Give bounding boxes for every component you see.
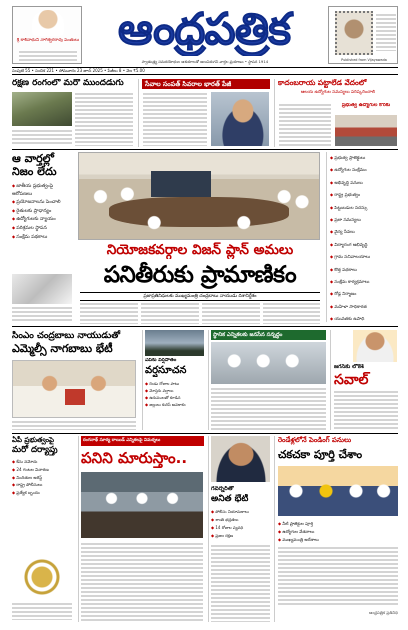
center-lower-title: పనిని మారుస్తాం.. [81, 449, 188, 467]
right-bullet: ◆ ఉద్యోగుల సంక్షేమం [330, 164, 398, 176]
governor-item: ◆ ప్రజల రక్షణ [211, 532, 270, 540]
top-story-3 [274, 79, 398, 147]
weather-item: ◆ జల్లులు కురిసే అవకాశం [145, 401, 204, 408]
projects-story [274, 436, 398, 622]
center-lower-tag: రంగనాథ్ సూర్య రాయిడ్ ఎన్నికలపై విమర్శలు [81, 436, 204, 446]
investigation-item: ◆ ప్రత్యేక బృందం [12, 489, 74, 497]
masthead-tagline: స్వాతంత్ర్య సమరయోధుల ఆశయాలతో అలుపెరుగని వార్తల ప్రయాణం • స్థాపన 1914 [141, 59, 269, 64]
left-bullet: ◆ సంక్షేమ పథకాలు [12, 233, 74, 242]
right-bullet: ◆ ప్రభుత్వ ప్రాజెక్టులు [330, 152, 398, 164]
weather-photo [145, 330, 204, 356]
governor-photo [211, 436, 270, 482]
lokesh-title: సవాల్ [334, 372, 369, 388]
projects-item: ◆ ఉద్యోగుల వేతనాలు [278, 528, 398, 536]
stamp-image [335, 11, 373, 55]
investigation-story [12, 436, 74, 622]
governor-item: ◆ శాంతి భద్రతలు [211, 516, 270, 524]
right-bullet: ◆ అభివృద్ధి పనులు [330, 177, 398, 189]
investigation-item: ◆ 24 గంటల విచారణ [12, 466, 74, 474]
founder-caption-lines [19, 50, 77, 62]
janasena-story [208, 330, 326, 430]
right-bullet: ◆ పెట్టుబడుల సదస్సు [330, 202, 398, 214]
weather-item: ◆ మోస్తరు వర్షాలు [145, 387, 204, 394]
investigation-items [12, 458, 74, 497]
top-story-1-text-b [12, 129, 72, 146]
stamp-box [328, 6, 398, 64]
projects-item: ◆ నీటి ప్రాజెక్టుల పూర్తి [278, 520, 398, 528]
lokesh-text [334, 390, 398, 430]
dateline: సంపుటి 55 • సంచిక 221 • సోమవారం 23 జూన్ 2025 • పేజీలు 8 • వెల ₹5.00 [12, 67, 398, 75]
weather-item: ◆ ఉరుములతో కూడిన [145, 394, 204, 401]
top-story-3-headline: కాదంబరాయ పట్టాలేడ వేదంలో [278, 79, 367, 87]
janasena-text [211, 387, 326, 430]
janasena-photo [211, 342, 326, 384]
stamp-side-text [376, 13, 396, 51]
lead-photo [78, 152, 320, 240]
nagababu-head-2: ఎమ్మెల్సీ నాగబాబు భేటీ [12, 342, 113, 355]
right-bullet: ◆ గ్రామ సచివాలయాలు [330, 251, 398, 263]
lokesh-story [330, 330, 398, 430]
projects-photo [278, 466, 398, 516]
right-bullet: ◆ రాష్ట్ర ప్రభుత్వం [330, 189, 398, 201]
governor-items [211, 508, 270, 540]
projects-head-2: చకచకా పూర్తి చేశాం [278, 448, 363, 461]
left-bullet: ◆ ప్రయోజనాలను పెంచాలి [12, 198, 74, 207]
right-bullet: ◆ సంక్షేమ కార్యక్రమాలు [330, 276, 398, 288]
investigation-item: ◆ నిందితుల అరెస్ట్ [12, 474, 74, 482]
center-lower-story [78, 436, 204, 622]
nagababu-head-1: సింఎం చంద్రబాబు నాయుడుతో [12, 331, 120, 341]
projects-items [278, 520, 398, 544]
weather-item: ◆ రెండు రోజుల పాటు [145, 380, 204, 387]
projects-byline: ఆంధ్రపత్రిక ప్రతినిధి [369, 610, 398, 615]
weather-items [145, 380, 204, 408]
weather-title: వర్షసూచన [145, 365, 187, 376]
left-bullet: ◆ రైతులకు ప్రాధాన్యం [12, 207, 74, 216]
founder-portrait-box [12, 6, 82, 64]
lead-photo-people [87, 181, 311, 233]
top-story-2-headline: సేవాల సంపత్ సివరాల భారత్ పేజీ [142, 79, 270, 89]
lead-headline-2: పనితీరుకు ప్రామాణికం [103, 262, 297, 288]
governor-title: అనిత భేటీ [211, 494, 249, 504]
top-story-2-photo [211, 92, 269, 146]
left-photo [12, 274, 72, 304]
governor-story [208, 436, 270, 622]
left-headline: ఆ వార్తల్లో నిజం లేదు [12, 152, 57, 178]
top-story-1 [12, 79, 134, 147]
right-bullets [330, 152, 398, 322]
left-bullets [12, 182, 74, 241]
masthead [0, 0, 408, 76]
strip-rule [12, 149, 398, 150]
left-text [12, 306, 72, 322]
published-from: Published from Vijayawada [341, 58, 387, 62]
governor-item: ◆ పోలీసు నియామకాలు [211, 508, 270, 516]
center-lower-text [81, 542, 203, 622]
right-bullet: ◆ ప్రజా సమస్యలు [330, 214, 398, 226]
projects-text [278, 546, 398, 606]
top-story-3-subhead: ఆలయ ఉద్యోగుల సమస్యలు పరిష్కరించాలి [300, 90, 376, 96]
nagababu-photo-gift [65, 389, 85, 405]
top-story-3-quote: ప్రభుత్వ ఉద్యోగుల కొరకు [341, 103, 391, 108]
nagababu-caption [12, 420, 136, 430]
investigation-item: ◆ రాష్ట్ర పోలీసులు [12, 481, 74, 489]
left-bullet: ◆ పరిశ్రమల స్థాపన [12, 224, 74, 233]
top-story-1-text [75, 92, 133, 146]
state-emblem [16, 556, 68, 598]
projects-item: ◆ ముఖ్యమంత్రి ఆదేశాలు [278, 536, 398, 544]
masthead-title: ఆంధ్రపత్రిక [117, 4, 291, 55]
governor-text [211, 544, 270, 622]
top-story-1-photo [12, 92, 72, 126]
top-story-2-text [143, 92, 207, 146]
founder-caption: శ్రీ కాశీనాథుని నాగేశ్వరరావు పంతులు [16, 38, 80, 43]
lokesh-photo [353, 330, 397, 362]
left-bullet: ◆ ఉద్యోగులకు న్యాయం [12, 215, 74, 224]
weather-head: ఏపీకు వర్షపాతం [145, 358, 177, 363]
top-story-3-photo [335, 115, 397, 146]
right-bullet: ◆ విద్యారంగ అభివృద్ధి [330, 239, 398, 251]
right-bullet: ◆ వైద్య సేవలు [330, 226, 398, 238]
mid-rule [12, 326, 398, 327]
right-bullet: ◆ రోడ్ల నిర్మాణం [330, 288, 398, 300]
right-bullet: ◆ కొత్త పథకాలు [330, 264, 398, 276]
governor-item: ◆ 14 రోజుల వ్యవధి [211, 524, 270, 532]
investigation-head-2: మరో దర్యాప్తు [12, 445, 58, 455]
janasena-head: స్థానిక ఎన్నికలకు జనసేన సన్నద్ధం [211, 330, 326, 340]
right-bullet: ◆ యువతకు ఉపాధి [330, 313, 398, 322]
top-story-1-headline: రక్షణ రంగంలో మరో ముందడుగు [12, 79, 124, 88]
nagababu-photo [12, 360, 136, 418]
nagababu-story [12, 330, 138, 430]
right-bullet: ◆ మహిళా సాధికారత [330, 301, 398, 313]
projects-head-1: రెండేళ్లలోనే పెండింగ్ పనులు [278, 436, 352, 444]
lokesh-head: జగన్‌కు లోకేశ్ [334, 364, 364, 370]
lower-rule [12, 433, 398, 434]
investigation-head-1: ఏపీ ప్రభుత్వంపై [12, 436, 55, 444]
weather-story [142, 330, 204, 430]
lead-deck: ప్రజాప్రతినిధులకు ముఖ్యమంత్రి చంద్రబాబు నాయుడు దిశానిర్దేశం [80, 292, 320, 301]
top-story-2 [138, 79, 270, 147]
lead-body [80, 302, 320, 324]
lead-headline-1: నియోజకవర్గాల విజన్ ప్లాన్ అమలు [106, 242, 294, 258]
investigation-item: ◆ కేసు నమోదు [12, 458, 74, 466]
right-column [326, 152, 398, 322]
governor-head: గవర్నర్‌తో [211, 486, 234, 492]
left-column [12, 152, 74, 322]
investigation-text [12, 602, 72, 620]
center-lower-photo [81, 472, 203, 538]
top-story-3-text [279, 103, 331, 146]
left-bullet: ◆ జాతీయ ప్రభుత్వంపై ఆరోపణలు [12, 182, 74, 198]
founder-portrait [32, 10, 64, 36]
